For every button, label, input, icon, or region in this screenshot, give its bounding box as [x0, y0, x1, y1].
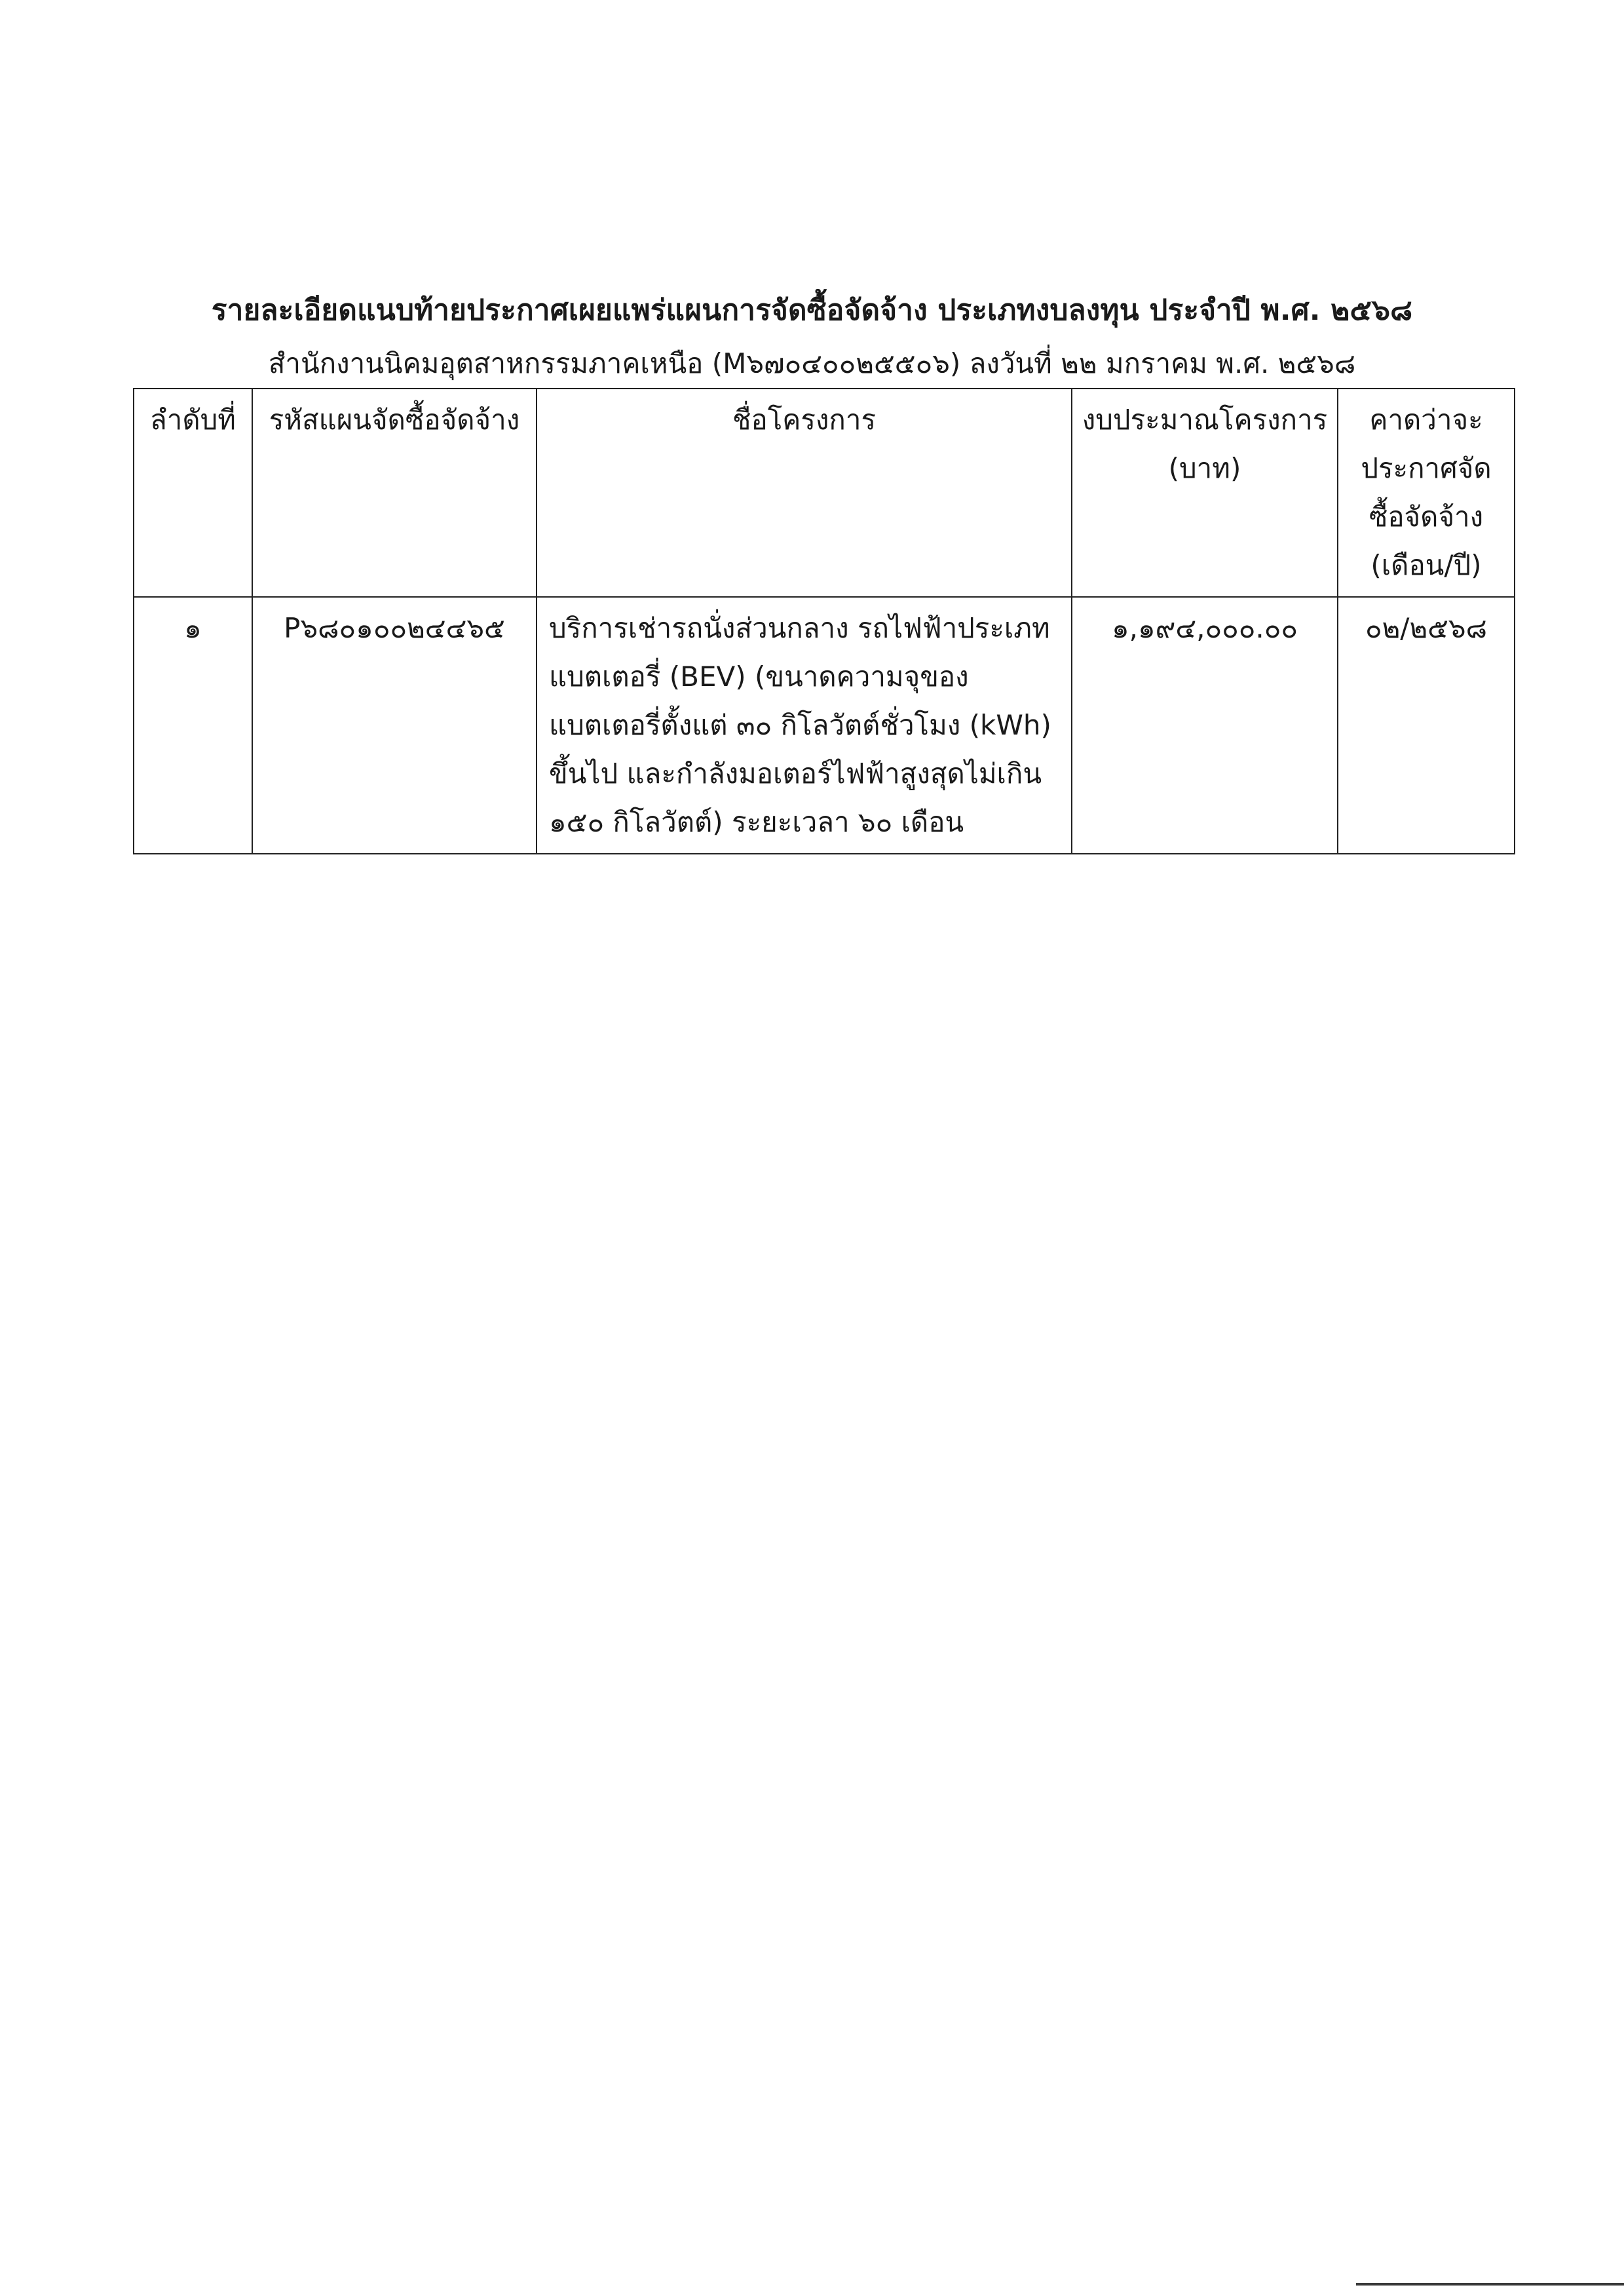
header-expected-date: คาดว่าจะประกาศจัดซื้อจัดจ้าง (เดือน/ปี)	[1338, 389, 1515, 597]
cell-project-name: บริการเช่ารถนั่งส่วนกลาง รถไฟฟ้าประเภทแบตเตอรี่ (BEV) (ขนาดความจุของแบตเตอรี่ตั้งแต่ ๓๐ กิโลวัตต์ชั่วโมง (kWh) ขึ้นไป และกำลังมอเตอร์ไฟฟ้าสูงสุดไม่เกิน ๑๕๐ กิโลวัตต์) ระยะเวลา ๖๐ เดือน	[537, 597, 1072, 854]
header-project-name: ชื่อโครงการ	[537, 389, 1072, 597]
procurement-plan-table	[133, 388, 1515, 854]
cell-budget: ๑,๑๙๔,๐๐๐.๐๐	[1072, 597, 1338, 854]
cell-seq: ๑	[134, 597, 252, 854]
cell-plan-code: P๖๘๐๑๐๐๒๔๔๖๕	[252, 597, 537, 854]
header-plan-code: รหัสแผนจัดซื้อจัดจ้าง	[252, 389, 537, 597]
cell-expected-date: ๐๒/๒๕๖๘	[1338, 597, 1515, 854]
document-title: รายละเอียดแนบท้ายประกาศเผยแพร่แผนการจัดซื้อจัดจ้าง ประเภทงบลงทุน ประจำปี พ.ศ. ๒๕๖๘	[211, 294, 1413, 327]
table-row	[134, 597, 1515, 854]
scan-edge-line	[1356, 2283, 1624, 2286]
document-subtitle: สำนักงานนิคมอุตสาหกรรมภาคเหนือ (M๖๗๐๔๐๐๒๕๕๐๖) ลงวันที่ ๒๒ มกราคม พ.ศ. ๒๕๖๘	[268, 347, 1356, 379]
header-budget: งบประมาณโครงการ (บาท)	[1072, 389, 1338, 597]
table-header-row	[134, 389, 1515, 597]
header-seq: ลำดับที่	[134, 389, 252, 597]
